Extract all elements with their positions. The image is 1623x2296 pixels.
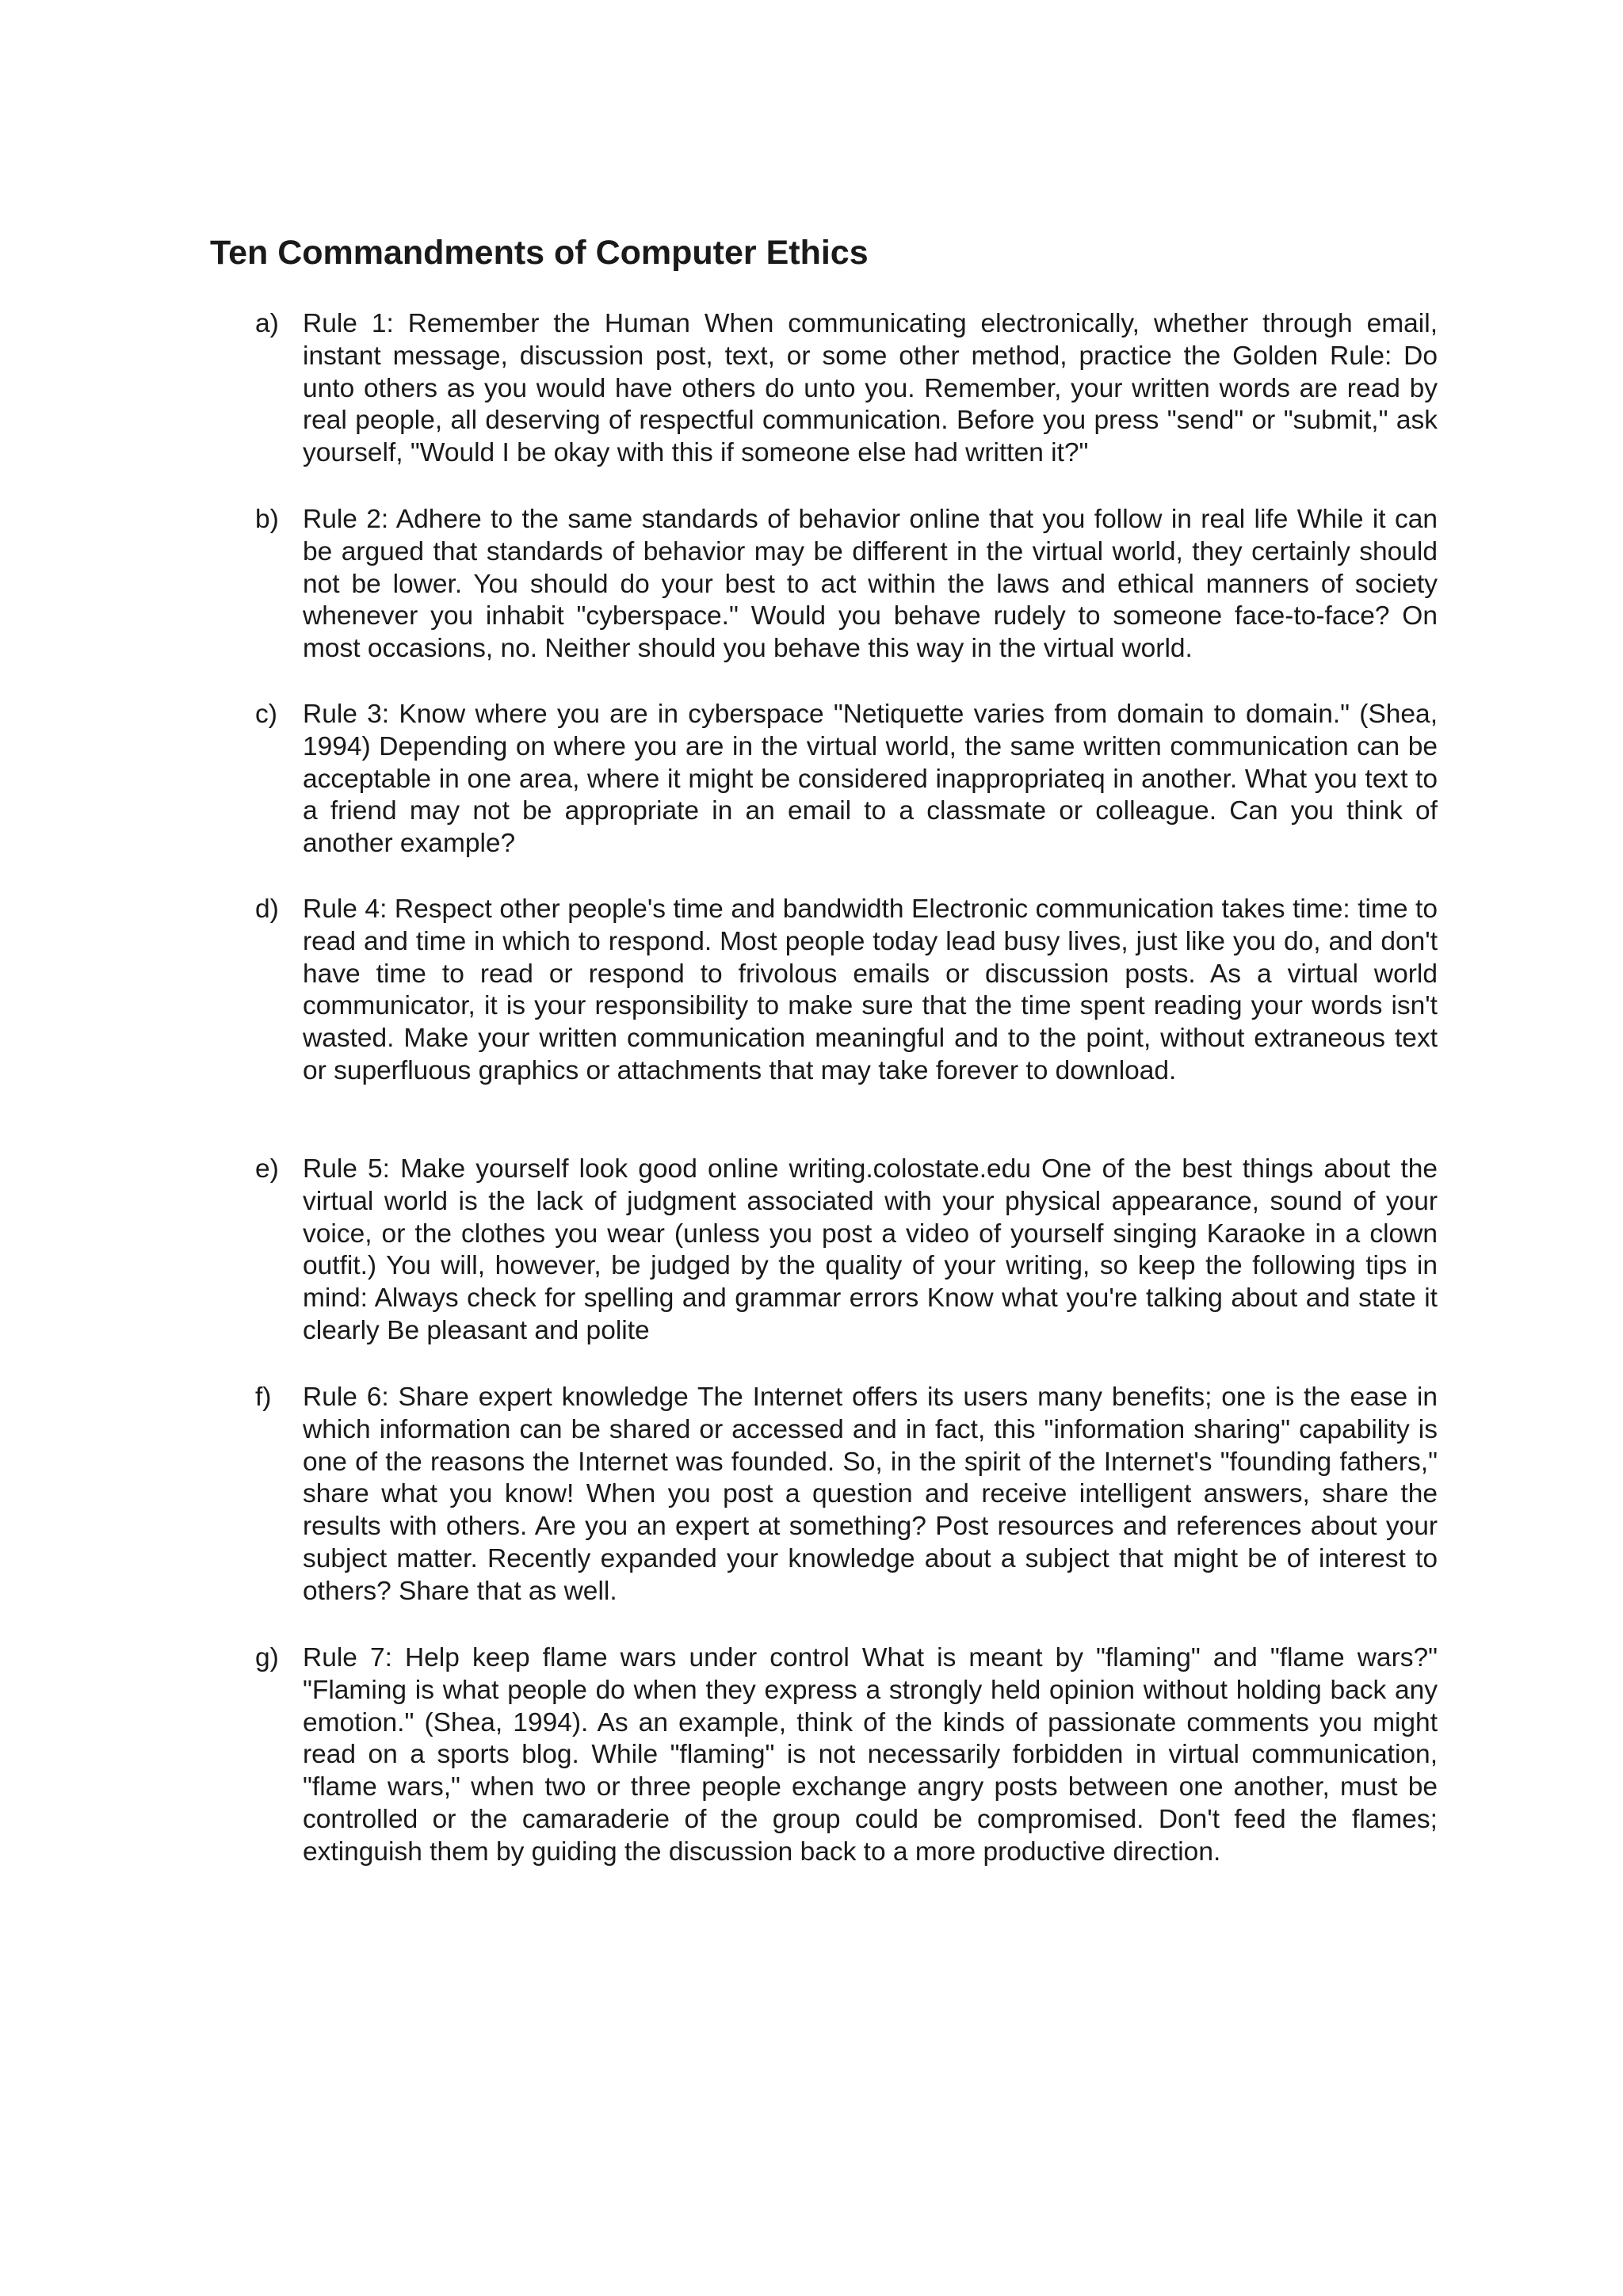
rule-text: Rule 3: Know where you are in cyberspace "Netiquette varies from domain to domain." (Shea, 1994) Depending on where you are in the virtual world, the same written communication can be acceptable in one area, where it might be considered inappropriateq in another. What you text to a friend may not be appropriate in an email to a classmate or colleague. Can you think of another example?: [303, 700, 1438, 859]
rule-marker: b): [255, 505, 279, 534]
rule-text: Rule 5: Make yourself look good online writing.colostate.edu One of the best things about the virtual world is the lack of judgment associated with your physical appearance, sound of your voice, or the clothes you wear (unless you post a video of yourself singing Karaoke in a clown outfit.) You will, however, be judged by the quality of your writing, so keep the following tips in mind: Always check for spelling and grammar errors Know what you're talking about and state it clearly Be pleasant and polite: [303, 1154, 1438, 1345]
rule-marker: f): [255, 1383, 272, 1412]
rule-text: Rule 7: Help keep flame wars under control What is meant by "flaming" and "flame wars?" "Flaming is what people do when they express a strongly held opinion without holding back any emotion." (Shea, 1994). As an example, think of the kinds of passionate comments you might read on a sports blog. While "flaming" is not necessarily forbidden in virtual communication, "flame wars," when two or three people exchange angry posts between one another, must be controlled or the camaraderie of the group could be compromised. Don't feed the flames; extinguish them by guiding the discussion back to a more productive direction.: [303, 1643, 1438, 1867]
rule-marker: g): [255, 1643, 279, 1672]
rule-marker: e): [255, 1154, 279, 1184]
rule-text: Rule 2: Adhere to the same standards of behavior online that you follow in real life While it can be argued that standards of behavior may be different in the virtual world, they certainly should not be lower. You should do your best to act within the laws and ethical manners of society whenever you inhabit "cyberspace." Would you behave rudely to someone face-to-face? On most occasions, no. Neither should you behave this way in the virtual world.: [303, 505, 1438, 664]
rule-marker: c): [255, 700, 277, 729]
rule-text: Rule 4: Respect other people's time and bandwidth Electronic communication takes time: time to read and time in which to respond. Most people today lead busy lives, just like you do, and don't have time to read or respond to frivolous emails or discussion posts. As a virtual world communicator, it is your responsibility to make sure that the time spent reading your words isn't wasted. Make your written communication meaningful and to the point, without extraneous text or superfluous graphics or attachments that may take forever to download.: [303, 894, 1438, 1085]
document-title: Ten Commandments of Computer Ethics: [210, 234, 869, 272]
rule-marker: d): [255, 894, 279, 924]
rule-marker: a): [255, 309, 279, 338]
rule-text: Rule 1: Remember the Human When communicating electronically, whether through email, instant message, discussion post, text, or some other method, practice the Golden Rule: Do unto others as you would have others do unto you. Remember, your written words are read by real people, all deserving of respectful communication. Before you press "send" or "submit," ask yourself, "Would I be okay with this if someone else had written it?": [303, 309, 1438, 468]
rule-text: Rule 6: Share expert knowledge The Internet offers its users many benefits; one is the ease in which information can be shared or accessed and in fact, this "information sharing" capability is one of the reasons the Internet was founded. So, in the spirit of the Internet's "founding fathers," share what you know! When you post a question and receive intelligent answers, share the results with others. Are you an expert at something? Post resources and references about your subject matter. Recently expanded your knowledge about a subject that might be of interest to others? Share that as well.: [303, 1383, 1438, 1606]
